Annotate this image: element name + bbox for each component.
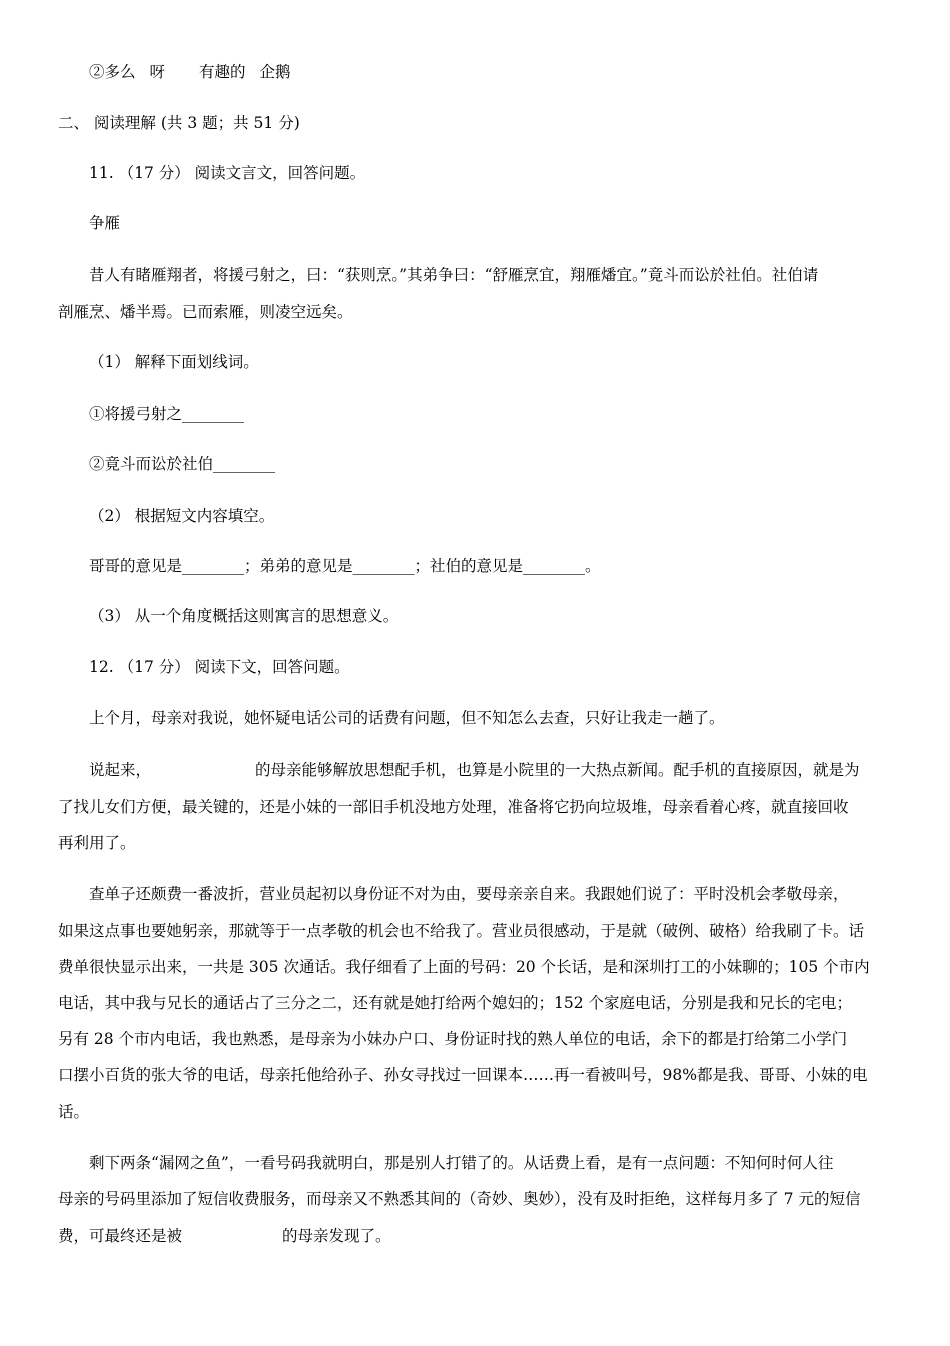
section-heading: 二、 阅读理解 (共 3 题；共 51 分) — [58, 114, 300, 132]
word-order-answer-line — [89, 62, 291, 82]
passage-title: 争雁 — [89, 214, 121, 232]
sub-question-2: （2） 根据短文内容填空。 — [89, 507, 275, 525]
paragraph-4-rest: 的母亲发现了。 — [282, 1227, 391, 1245]
answer-word-1: 呀 — [149, 63, 166, 81]
article-paragraph-4-line-3 — [58, 1226, 391, 1246]
paragraph-2-start: 说起来， — [89, 761, 152, 779]
article-paragraph-3-line-2: 如果这点事也要她躬亲，那就等于一点孝敬的机会也不给我了。营业员很感动，于是就（破例、破格）给我刷了卡。话 — [58, 922, 865, 940]
article-paragraph-3-line-1: 查单子还颇费一番波折，营业员起初以身份证不对为由，要母亲亲自来。我跟她们说了：平时没机会孝敬母亲， — [89, 885, 849, 903]
answer-word-3: 企鹅 — [259, 63, 291, 81]
article-paragraph-4-line-1: 剩下两条“漏网之鱼”，一看号码我就明白，那是别人打错了的。从话费上看，是有一点问题：不知何时何人往 — [89, 1154, 834, 1172]
sub-question-1a: ①将援弓射之________ — [89, 405, 245, 423]
passage-line-1: 昔人有睹雁翔者，将援弓射之，曰：“获则烹。”其弟争曰：“舒雁烹宜，翔雁燔宜。”竟斗而讼於社伯。社伯请 — [89, 266, 819, 284]
sub-question-3: （3） 从一个角度概括这则寓言的思想意义。 — [89, 607, 399, 625]
article-paragraph-3-line-7: 话。 — [58, 1103, 90, 1121]
article-paragraph-3-line-5: 另有 28 个市内电话，我也熟悉，是母亲为小妹办户口、身份证时找的熟人单位的电话，余下的都是打给第二小学门 — [58, 1030, 848, 1048]
article-paragraph-4-line-2: 母亲的号码里添加了短信收费服务，而母亲又不熟悉其间的（奇妙、奥妙），没有及时拒绝，这样每月多了 7 元的短信 — [58, 1190, 861, 1208]
passage-line-2: 剖雁烹、燔半焉。已而索雁，则凌空远矣。 — [58, 303, 353, 321]
paragraph-2-rest: 的母亲能够解放思想配手机，也算是小院里的一大热点新闻。配手机的直接原因，就是为 — [255, 761, 860, 779]
sub-question-1: （1） 解释下面划线词。 — [89, 353, 259, 371]
paragraph-4-start: 费，可最终还是被 — [58, 1227, 183, 1245]
article-paragraph-3-line-6: 口摆小百货的张大爷的电话，母亲托他给孙子、孙女寻找过一回课本……再一看被叫号，98%都是我、哥哥、小妹的电 — [58, 1066, 868, 1084]
article-paragraph-1: 上个月，母亲对我说，她怀疑电话公司的话费有问题，但不知怎么去查，只好让我走一趟了。 — [89, 709, 725, 727]
article-paragraph-2-line-1 — [89, 760, 860, 780]
question-12-header: 12. （17 分） 阅读下文，回答问题。 — [89, 658, 350, 676]
article-paragraph-2-line-2: 了找儿女们方便，最关键的，还是小妹的一部旧手机没地方处理，准备将它扔向垃圾堆，母亲看着心疼，就直接回收 — [58, 798, 849, 816]
article-paragraph-3-line-4: 电话，其中我与兄长的通话占了三分之二，还有就是她打给两个媳妇的；152 个家庭电话，分别是我和兄长的宅电； — [58, 994, 853, 1012]
answer-word-2: 有趣的 — [199, 63, 246, 81]
article-paragraph-3-line-3: 费单很快显示出来，一共是 305 次通话。我仔细看了上面的号码：20 个长话，是和深圳打工的小妹聊的；105 个市内 — [58, 958, 870, 976]
sub-question-2-fill: 哥哥的意见是________；弟弟的意见是________；社伯的意见是________。 — [89, 557, 601, 575]
question-11-header: 11. （17 分） 阅读文言文，回答问题。 — [89, 164, 366, 182]
answer-number: ②多么 — [89, 63, 136, 81]
sub-question-1b: ②竟斗而讼於社伯________ — [89, 455, 276, 473]
article-paragraph-2-line-3: 再利用了。 — [58, 834, 136, 852]
